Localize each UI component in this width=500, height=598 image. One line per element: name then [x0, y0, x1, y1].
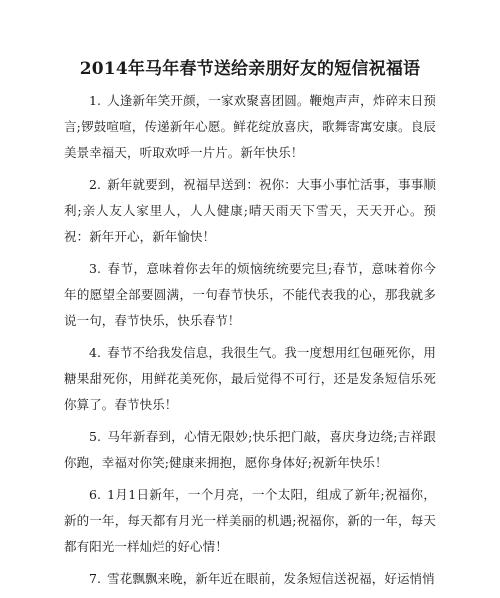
paragraph-number: 7.	[89, 571, 102, 586]
paragraph-number: 3.	[89, 261, 102, 276]
paragraph-3	[64, 256, 436, 334]
paragraph-number: 1.	[89, 93, 102, 108]
paragraph-4	[64, 340, 436, 418]
paragraph-text: 雪花飘飘来晚，新年近在眼前，发条短信送祝福，好运悄悄	[107, 571, 435, 586]
paragraph-1	[64, 88, 436, 166]
paragraph-number: 6.	[89, 487, 102, 502]
paragraph-7	[64, 566, 436, 592]
paragraph-number: 4.	[89, 345, 102, 360]
paragraph-text: 人逢新年笑开颜，一家欢聚喜团圆。鞭炮声声，炸碎末日预言;锣鼓喧喧，传递新年心愿。鲜花绽放喜庆，歌舞寄寓安康。良辰美景幸福天，听取欢呼一片片。新年快乐！	[64, 93, 436, 160]
paragraph-text: 新年就要到，祝福早送到：祝你：大事小事忙活事，事事顺利;亲人友人家里人，人人健康;晴天雨天下雪天，天天开心。预祝：新年开心，新年愉快！	[64, 177, 436, 244]
paragraph-text: 马年新春到，心情无限妙;快乐把门敲，喜庆身边绕;吉祥跟你跑，幸福对你笑;健康来拥抱，愿你身体好;祝新年快乐！	[64, 429, 436, 470]
document-page	[64, 58, 436, 598]
paragraph-text: 春节，意味着你去年的烦恼统统要完旦;春节，意味着你今年的愿望全部要圆满，一句春节快乐，不能代表我的心，那我就多说一句，春节快乐，快乐春节！	[64, 261, 436, 328]
paragraph-5	[64, 424, 436, 476]
document-title: 2014年马年春节送给亲朋好友的短信祝福语	[79, 59, 421, 79]
paragraph-number: 2.	[89, 177, 102, 192]
paragraph-text: 春节不给我发信息，我很生气。我一度想用红包砸死你，用糖果甜死你，用鲜花美死你，最后觉得不可行，还是发条短信乐死你算了。春节快乐！	[64, 345, 436, 412]
paragraph-2	[64, 172, 436, 250]
paragraph-text: 1月1日新年，一个月亮，一个太阳，组成了新年;祝福你，新的一年，每天都有月光一样美丽的机遇;祝福你，新的一年，每天都有阳光一样灿烂的好心情！	[64, 487, 436, 554]
paragraph-6	[64, 482, 436, 560]
paragraph-number: 5.	[89, 429, 102, 444]
